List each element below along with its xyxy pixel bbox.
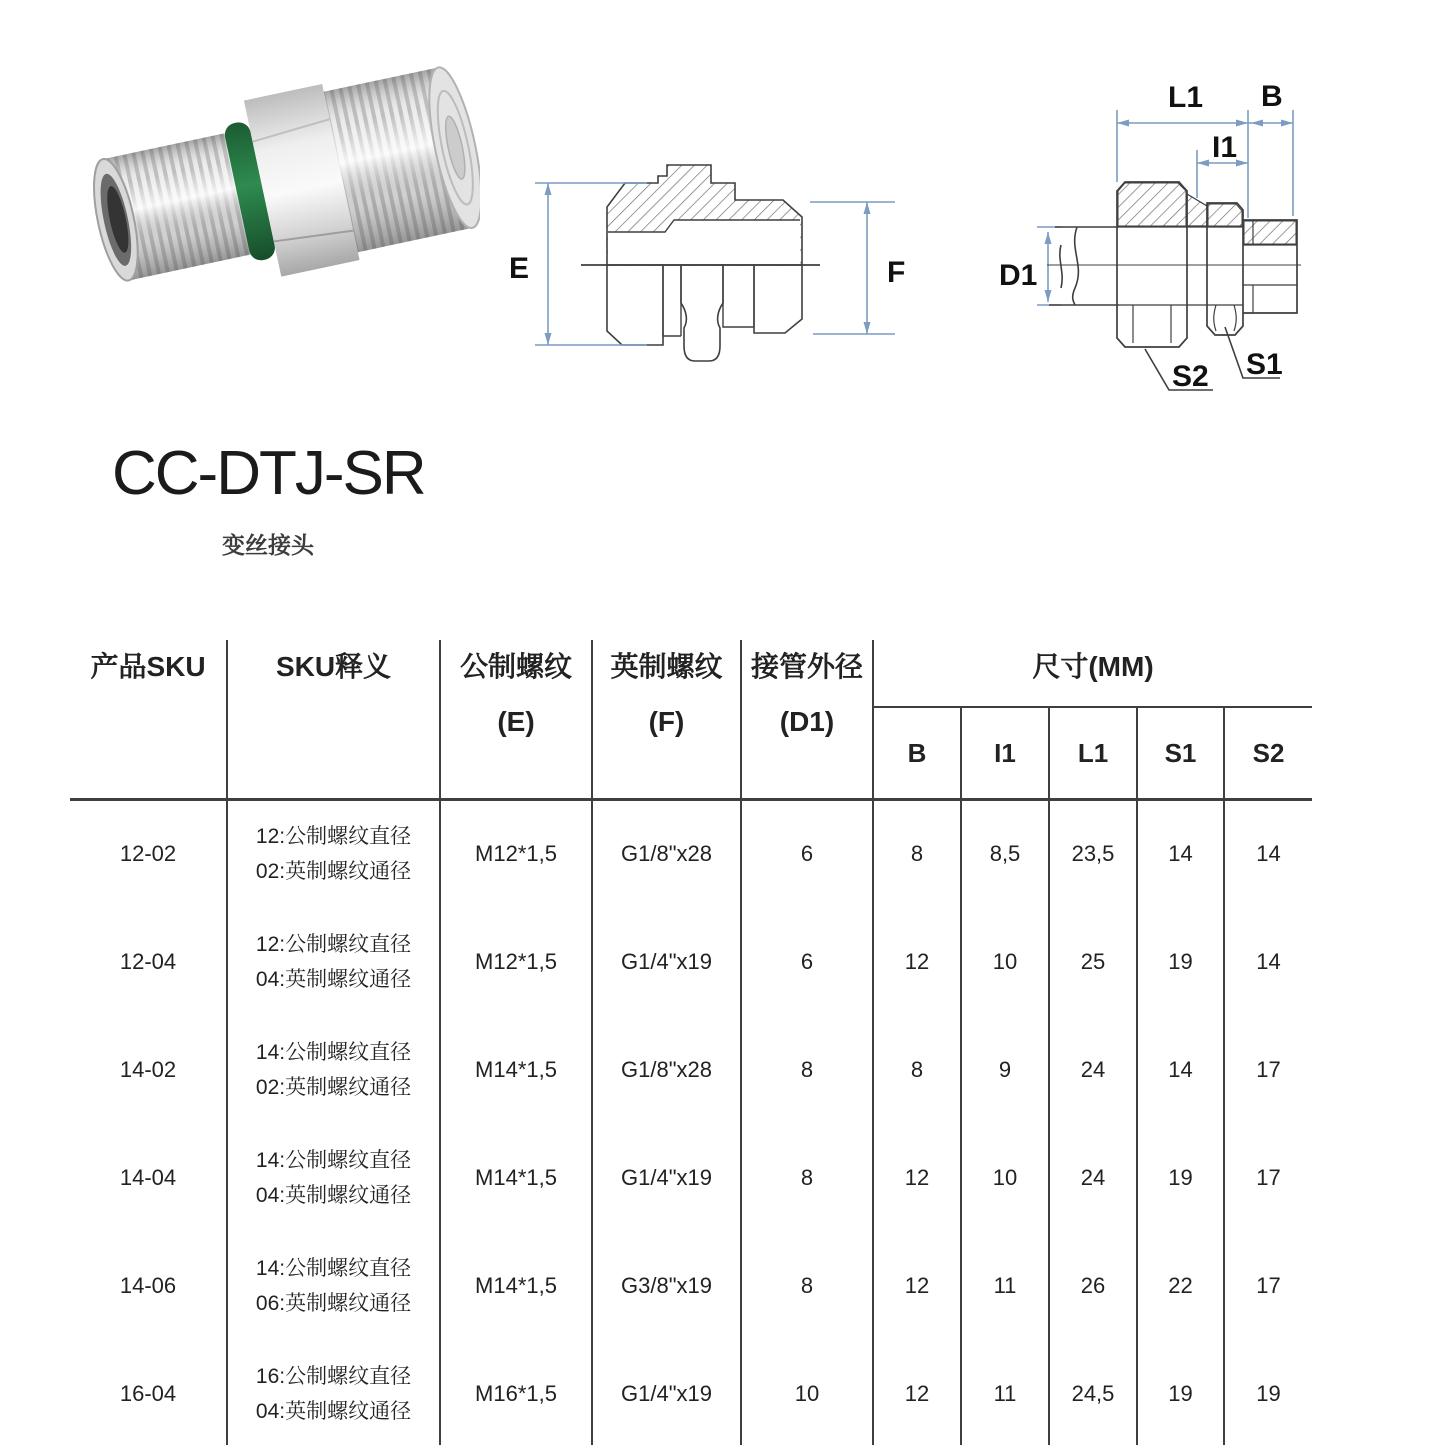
cell-meaning xyxy=(227,1016,440,1124)
front-view-svg xyxy=(495,135,935,400)
cell-b: 12 xyxy=(873,1340,961,1445)
meaning-line-2: 06:英制螺纹通径 xyxy=(255,1291,412,1315)
cell-e: M16*1,5 xyxy=(440,1340,592,1445)
dim-label-i1: I1 xyxy=(1212,131,1238,164)
meaning-line-2: 04:英制螺纹通径 xyxy=(255,1183,412,1207)
cell-sku: 14-02 xyxy=(119,1056,177,1082)
cell-sku: 12-02 xyxy=(119,841,177,867)
header-sku: 产品SKU xyxy=(70,640,227,800)
header-dim-s2: S2 xyxy=(1224,707,1312,800)
cell-e: M14*1,5 xyxy=(440,1016,592,1124)
cell-d1: 8 xyxy=(741,1124,873,1232)
meaning-line-2: 04:英制螺纹通径 xyxy=(255,967,412,991)
dim-label-e: E xyxy=(509,252,530,285)
meaning-line-2: 04:英制螺纹通径 xyxy=(255,1399,412,1423)
header-dimensions: 尺寸(MM) xyxy=(873,640,1312,707)
table-row xyxy=(70,1232,1312,1340)
dim-label-f: F xyxy=(887,256,906,289)
side-view-svg xyxy=(985,60,1445,435)
header-sku-meaning: SKU释义 xyxy=(227,640,440,800)
cell-s1: 14 xyxy=(1137,800,1224,908)
header-imperial-thread-label: 英制螺纹 xyxy=(610,651,723,682)
cell-f: G1/4"x19 xyxy=(592,908,741,1016)
header-pipe-od xyxy=(741,640,873,800)
cell-s1: 19 xyxy=(1137,1340,1224,1445)
cell-l1: 24 xyxy=(1049,1124,1137,1232)
cell-b: 12 xyxy=(873,1232,961,1340)
front-view-drawing xyxy=(495,135,935,400)
meaning-line-2: 02:英制螺纹通径 xyxy=(255,860,412,884)
cell-s1: 22 xyxy=(1137,1232,1224,1340)
cell-i1: 10 xyxy=(961,1124,1049,1232)
cell-meaning xyxy=(227,1340,440,1445)
cell-e: M12*1,5 xyxy=(440,800,592,908)
cell-d1: 8 xyxy=(741,1016,873,1124)
cell-l1: 24 xyxy=(1049,1016,1137,1124)
spec-table xyxy=(70,640,1312,1445)
meaning-line-2: 02:英制螺纹通径 xyxy=(255,1075,412,1099)
cell-f: G1/4"x19 xyxy=(592,1340,741,1445)
cell-s2: 17 xyxy=(1224,1232,1312,1340)
side-view-drawing xyxy=(985,60,1445,435)
header-metric-thread-label: 公制螺纹 xyxy=(459,651,572,682)
cell-d1: 8 xyxy=(741,1232,873,1340)
cell-s2: 17 xyxy=(1224,1016,1312,1124)
cell-e: M14*1,5 xyxy=(440,1232,592,1340)
cell-l1: 23,5 xyxy=(1049,800,1137,908)
cell-f: G1/8"x28 xyxy=(592,800,741,908)
cell-i1: 8,5 xyxy=(961,800,1049,908)
cell-sku: 14-04 xyxy=(119,1164,177,1190)
header-dim-b: B xyxy=(873,707,961,800)
dim-label-s1: S1 xyxy=(1246,348,1283,381)
header-metric-thread xyxy=(440,640,592,800)
cell-b: 12 xyxy=(873,1124,961,1232)
cell-s2: 19 xyxy=(1224,1340,1312,1445)
meaning-line-1: 14:公制螺纹直径 xyxy=(255,1256,412,1280)
meaning-line-1: 12:公制螺纹直径 xyxy=(255,932,412,956)
cell-i1: 9 xyxy=(961,1016,1049,1124)
cell-f: G3/8"x19 xyxy=(592,1232,741,1340)
dim-label-s2: S2 xyxy=(1172,360,1209,393)
cell-b: 8 xyxy=(873,800,961,908)
cell-s1: 19 xyxy=(1137,1124,1224,1232)
cell-s1: 19 xyxy=(1137,908,1224,1016)
table-row xyxy=(70,800,1312,908)
cell-l1: 25 xyxy=(1049,908,1137,1016)
header-dim-i1: I1 xyxy=(961,707,1049,800)
header-imperial-thread-sub: (F) xyxy=(648,706,685,737)
header-metric-thread-sub: (E) xyxy=(497,706,535,737)
cell-d1: 6 xyxy=(741,908,873,1016)
cell-b: 8 xyxy=(873,1016,961,1124)
cell-l1: 24,5 xyxy=(1049,1340,1137,1445)
product-photo xyxy=(60,5,480,365)
dim-f-lines xyxy=(810,202,895,334)
pipe xyxy=(1049,227,1119,305)
cell-i1: 10 xyxy=(961,908,1049,1016)
meaning-line-1: 16:公制螺纹直径 xyxy=(255,1364,412,1388)
meaning-line-1: 14:公制螺纹直径 xyxy=(255,1040,412,1064)
product-photo-image xyxy=(60,5,480,365)
cell-d1: 6 xyxy=(741,800,873,908)
page-title: CC-DTJ-SR xyxy=(112,439,425,508)
cell-meaning xyxy=(227,800,440,908)
cell-s2: 17 xyxy=(1224,1124,1312,1232)
header-imperial-thread xyxy=(592,640,741,800)
cell-meaning xyxy=(227,1124,440,1232)
dim-label-l1: L1 xyxy=(1168,81,1204,114)
cell-i1: 11 xyxy=(961,1232,1049,1340)
cell-d1: 10 xyxy=(741,1340,873,1445)
hex-nut-outline xyxy=(681,265,723,361)
cell-e: M12*1,5 xyxy=(440,908,592,1016)
dim-label-b: B xyxy=(1261,80,1283,113)
table-row xyxy=(70,908,1312,1016)
header-pipe-od-sub: (D1) xyxy=(779,706,835,737)
table-row xyxy=(70,1124,1312,1232)
cell-meaning xyxy=(227,908,440,1016)
header-pipe-od-label: 接管外径 xyxy=(750,651,863,682)
cell-b: 12 xyxy=(873,908,961,1016)
table-row xyxy=(70,1340,1312,1445)
header-dim-s1: S1 xyxy=(1137,707,1224,800)
cell-sku: 12-04 xyxy=(119,948,177,974)
cell-i1: 11 xyxy=(961,1340,1049,1445)
page-subtitle: 变丝接头 xyxy=(222,532,314,558)
cell-f: G1/4"x19 xyxy=(592,1124,741,1232)
dim-label-d1: D1 xyxy=(999,259,1038,292)
meaning-line-1: 14:公制螺纹直径 xyxy=(255,1148,412,1172)
cell-s2: 14 xyxy=(1224,800,1312,908)
cell-sku: 14-06 xyxy=(119,1272,177,1298)
cell-l1: 26 xyxy=(1049,1232,1137,1340)
cell-meaning xyxy=(227,1232,440,1340)
cell-e: M14*1,5 xyxy=(440,1124,592,1232)
table-row xyxy=(70,1016,1312,1124)
cell-f: G1/8"x28 xyxy=(592,1016,741,1124)
ferrule xyxy=(1187,194,1207,226)
meaning-line-1: 12:公制螺纹直径 xyxy=(255,825,412,849)
cell-s1: 14 xyxy=(1137,1016,1224,1124)
cell-sku: 16-04 xyxy=(119,1380,177,1406)
header-dim-l1: L1 xyxy=(1049,707,1137,800)
cell-s2: 14 xyxy=(1224,908,1312,1016)
